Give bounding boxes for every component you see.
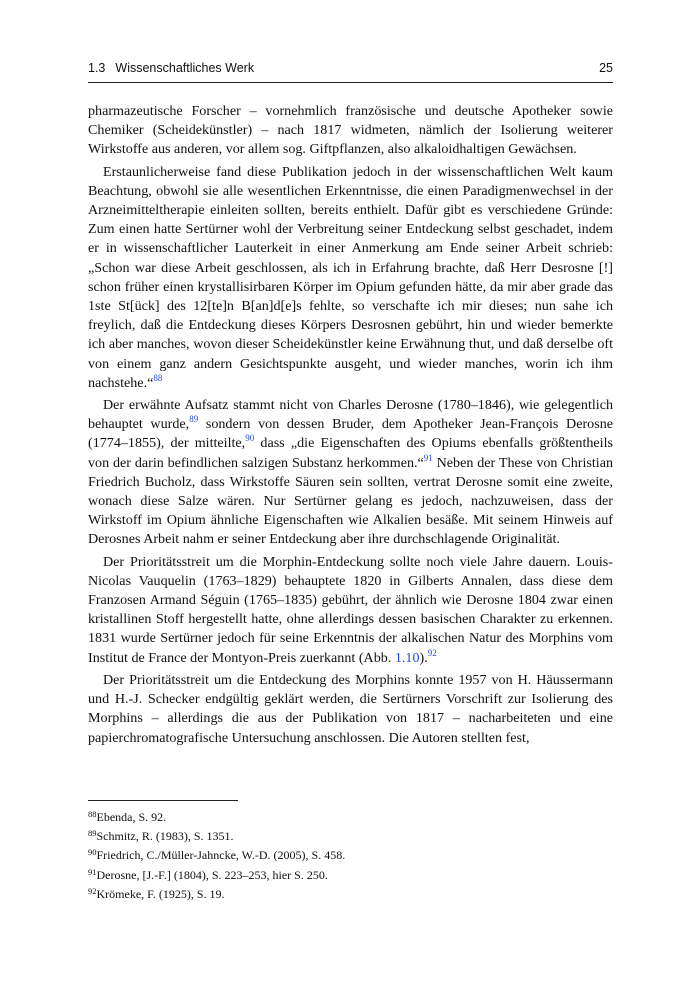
paragraph-text: dass „die Eigenschaften des Opiums ebenfalls größtentheils von der darin befindlichen salzigen Substanz herkommen.“ [88, 435, 613, 471]
footnote-ref[interactable]: 89 [189, 414, 199, 425]
footnote-text: Friedrich, C./Müller-Jahncke, W.-D. (2005), S. 458. [96, 848, 346, 863]
footnote-ref[interactable]: 88 [153, 372, 163, 383]
footnote-number: 88 [88, 809, 97, 819]
footnote-number: 90 [88, 847, 97, 858]
paragraph [88, 671, 613, 748]
paragraph [88, 102, 613, 160]
section-number: 1.3 [88, 61, 106, 75]
footnote-separator [88, 800, 238, 801]
paragraph-text: Erstaunlicherweise fand diese Publikation jedoch in der wissenschaftlichen Welt kaum Beachtung, obwohl sie alle wesentlichen Erkenntnisse, die einen Paradigmenwechsel in der Arzneimitteltherapie einleiten sollten, bereits enthielt. Dafür gibt es verschiedene Gründe: Zum einen hatte Sertürner wohl der Verbreitung seiner Entdeckung selbst geschadet, indem er in wissenschaftlicher Lauterkeit in einer Anmerkung am Ende seiner Arbeit schrieb: „Schon war diese Arbeit geschlossen, als ich in Erfahrung brachte, daß Herr Desrosne [!] schon früher einen krystallisirbaren Körper im Opium gefunden hätte, da mir aber grade das 1ste St[ück] des 12[te]n B[an]d[e]s fehlte, so verschafte ich mir dieses; nun sahe ich freylich, daß die Entdeckung dieses Körpers Desrosnen gebührt, hin und wieder bemerkte ich aber manches, wovon dieser Scheidekünstler keine Erwähnung thut, und daß derselbe oft von einem ganz andern Gesichtspunkte ausgeht, und wieder manches, worin ich ihm nachstehe.“ [88, 163, 613, 391]
footnote-number: 89 [88, 828, 97, 839]
book-page [88, 0, 613, 1000]
footnote-text: Schmitz, R. (1983), S. 1351. [96, 829, 234, 844]
figure-link[interactable]: 1.10 [394, 649, 420, 666]
footnote-ref[interactable]: 90 [245, 433, 255, 444]
footnote [88, 846, 613, 865]
paragraph-text: Der erwähnte Aufsatz stammt nicht von Charles Derosne (1780–1846), wie gelegentlich behauptet wurde, [88, 397, 613, 433]
footnote-number: 92 [88, 885, 97, 896]
paragraph [88, 163, 613, 393]
footnote-ref[interactable]: 92 [427, 647, 437, 658]
paragraph [88, 396, 613, 550]
page-number: 25 [599, 61, 613, 75]
footnote-number: 91 [88, 866, 97, 877]
footnote-text: Ebenda, S. 92. [96, 810, 167, 824]
paragraph-text: pharmazeutische Forscher – vornehmlich französische und deutsche Apotheker sowie Chemiker (Scheidekünstler) – nach 1817 widmeten, nämlich der Isolierung weiterer Wirkstoffe aus anderen, vor allem sog. Giftpflanzen, also alkaloidhaltigen Gewächsen. [88, 103, 613, 158]
paragraph-text: Der Prioritätsstreit um die Entdeckung des Morphins konnte 1957 von H. Häussermann und H.-J. Schecker endgültig geklärt werden, die Sertürners Vorschrift zur Isolierung des Morphins – allerdings die aus der Publikation von 1817 – nacharbeiteten und eine papierchromatografische Untersuchung anschlossen. Die Autoren stellten fest, [88, 671, 613, 746]
footnote [88, 866, 613, 885]
footnote-text: Derosne, [J.-F.] (1804), S. 223–253, hier S. 250. [96, 867, 328, 882]
running-header [88, 60, 613, 83]
footnote [88, 827, 613, 846]
footnote [88, 808, 613, 827]
paragraph-text: ). [419, 649, 428, 666]
body-text [88, 102, 613, 751]
paragraph-text: Neben der These von Christian Friedrich Bucholz, dass Wirkstoffe Säuren sein sollten, vertrat Derosne somit eine zweite, wonach diese Salze wären. Nur Sertürner gelang es jedoch, nachzuweisen, dass der Wirkstoff im Opium ähnliche Eigenschaften wie Alkalien besäße. Mit seinem Hinweis auf Derosnes Arbeit nahm er seiner Entdeckung aber ihre durchschlagende Originalität. [88, 454, 614, 548]
section-heading [88, 61, 254, 75]
paragraph [88, 553, 613, 668]
footnote-ref[interactable]: 91 [423, 452, 433, 463]
paragraph-text: Der Prioritätsstreit um die Morphin-Entdeckung sollte noch viele Jahre dauern. Louis-Nicolas Vauquelin (1763–1829) behauptete 1820 in Gilberts Annalen, dass diese dem Franzosen Armand Séguin (1765–1835) gebührt, der ähnlich wie Derosne 1804 zwar einen kristallinen Stoff hergestellt hatte, ohne allerdings dessen basischen Charakter zu erkennen. 1831 wurde Sertürner jedoch für seine Erkenntnis der alkalischen Natur des Morphins vom Institut de France der Montyon-Preis zuerkannt (Abb. [88, 553, 613, 666]
footnote-text: Krömeke, F. (1925), S. 19. [96, 886, 225, 901]
section-title: Wissenschaftliches Werk [115, 61, 255, 75]
footnotes [88, 808, 613, 904]
paragraph-text: sondern von dessen Bruder, dem Apotheker Jean-François Derosne (1774–1855), der mitteilte, [88, 416, 613, 452]
footnote [88, 885, 613, 904]
